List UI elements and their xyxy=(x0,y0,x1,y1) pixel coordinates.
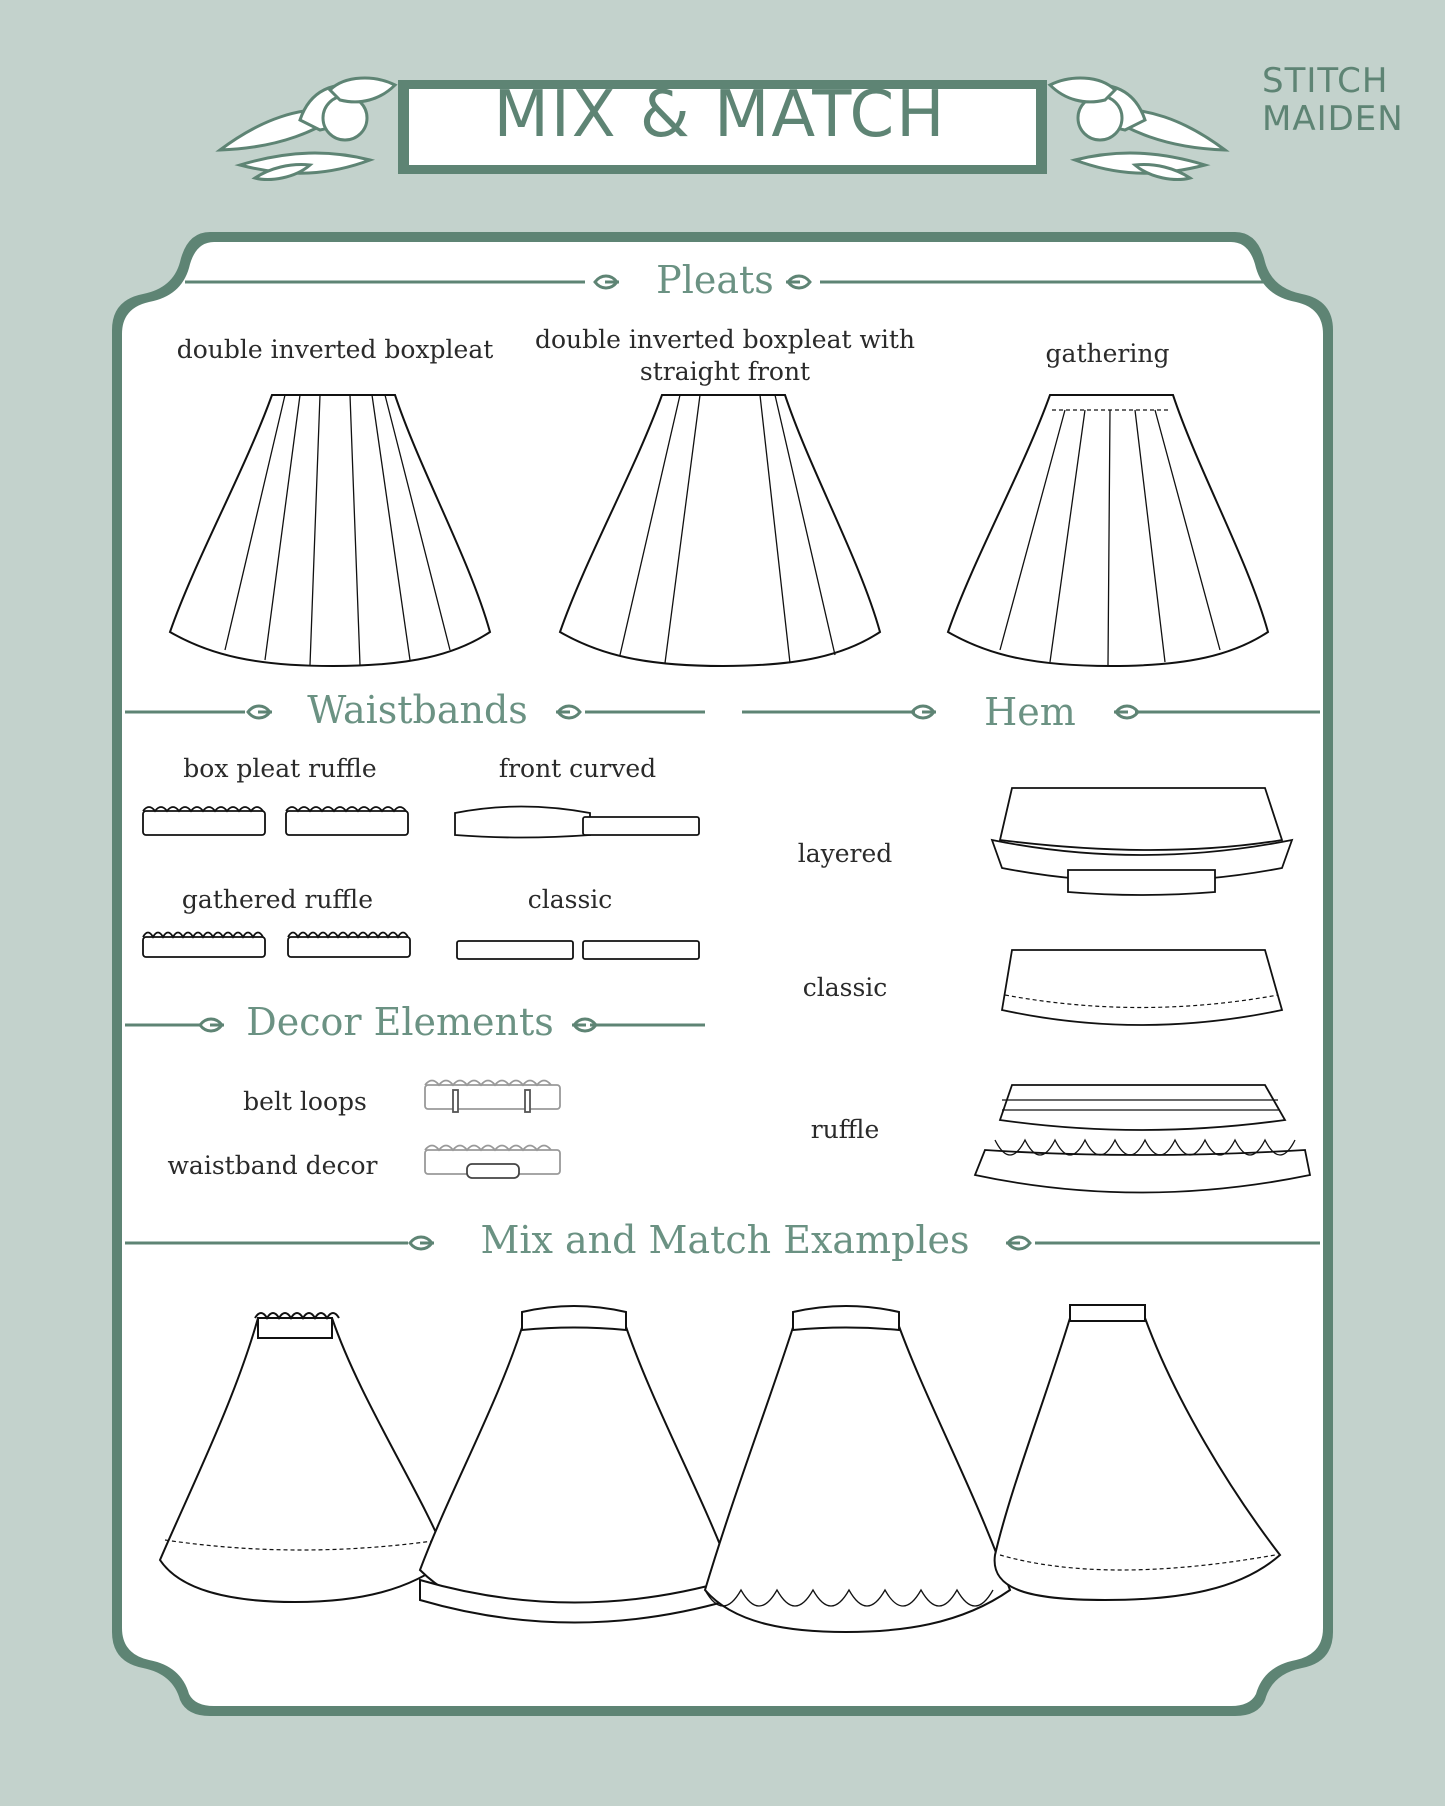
decor-label-waistband-decor: waistband decor xyxy=(167,1151,378,1180)
pleat-label-straight-front-2: straight front xyxy=(639,357,811,386)
waistband-label-gathered-ruffle: gathered ruffle xyxy=(181,885,374,914)
section-title-decor: Decor Elements xyxy=(246,1000,554,1044)
waistband-label-box-pleat-ruffle: box pleat ruffle xyxy=(183,754,377,783)
pleat-label-gathering: gathering xyxy=(1045,339,1170,368)
section-title-examples: Mix and Match Examples xyxy=(480,1218,970,1262)
hem-label-ruffle: ruffle xyxy=(810,1115,880,1144)
pleat-label-straight-front-1: double inverted boxpleat with xyxy=(534,325,916,354)
waistband-label-front-curved: front curved xyxy=(498,754,657,783)
decor-label-belt-loops: belt loops xyxy=(243,1087,367,1116)
hem-label-layered: layered xyxy=(797,839,893,868)
waistband-label-classic: classic xyxy=(527,885,613,914)
pleat-label-double-inverted: double inverted boxpleat xyxy=(176,335,494,364)
logo-line-2: MAIDEN xyxy=(1262,99,1404,139)
hem-label-classic: classic xyxy=(802,973,888,1002)
brand-logo xyxy=(1262,61,1404,139)
section-title-pleats: Pleats xyxy=(656,258,774,302)
section-title-waistbands: Waistbands xyxy=(307,688,528,732)
section-title-hem: Hem xyxy=(984,690,1076,734)
page-title: MIX & MATCH xyxy=(493,78,947,152)
logo-line-1: STITCH xyxy=(1262,61,1389,101)
